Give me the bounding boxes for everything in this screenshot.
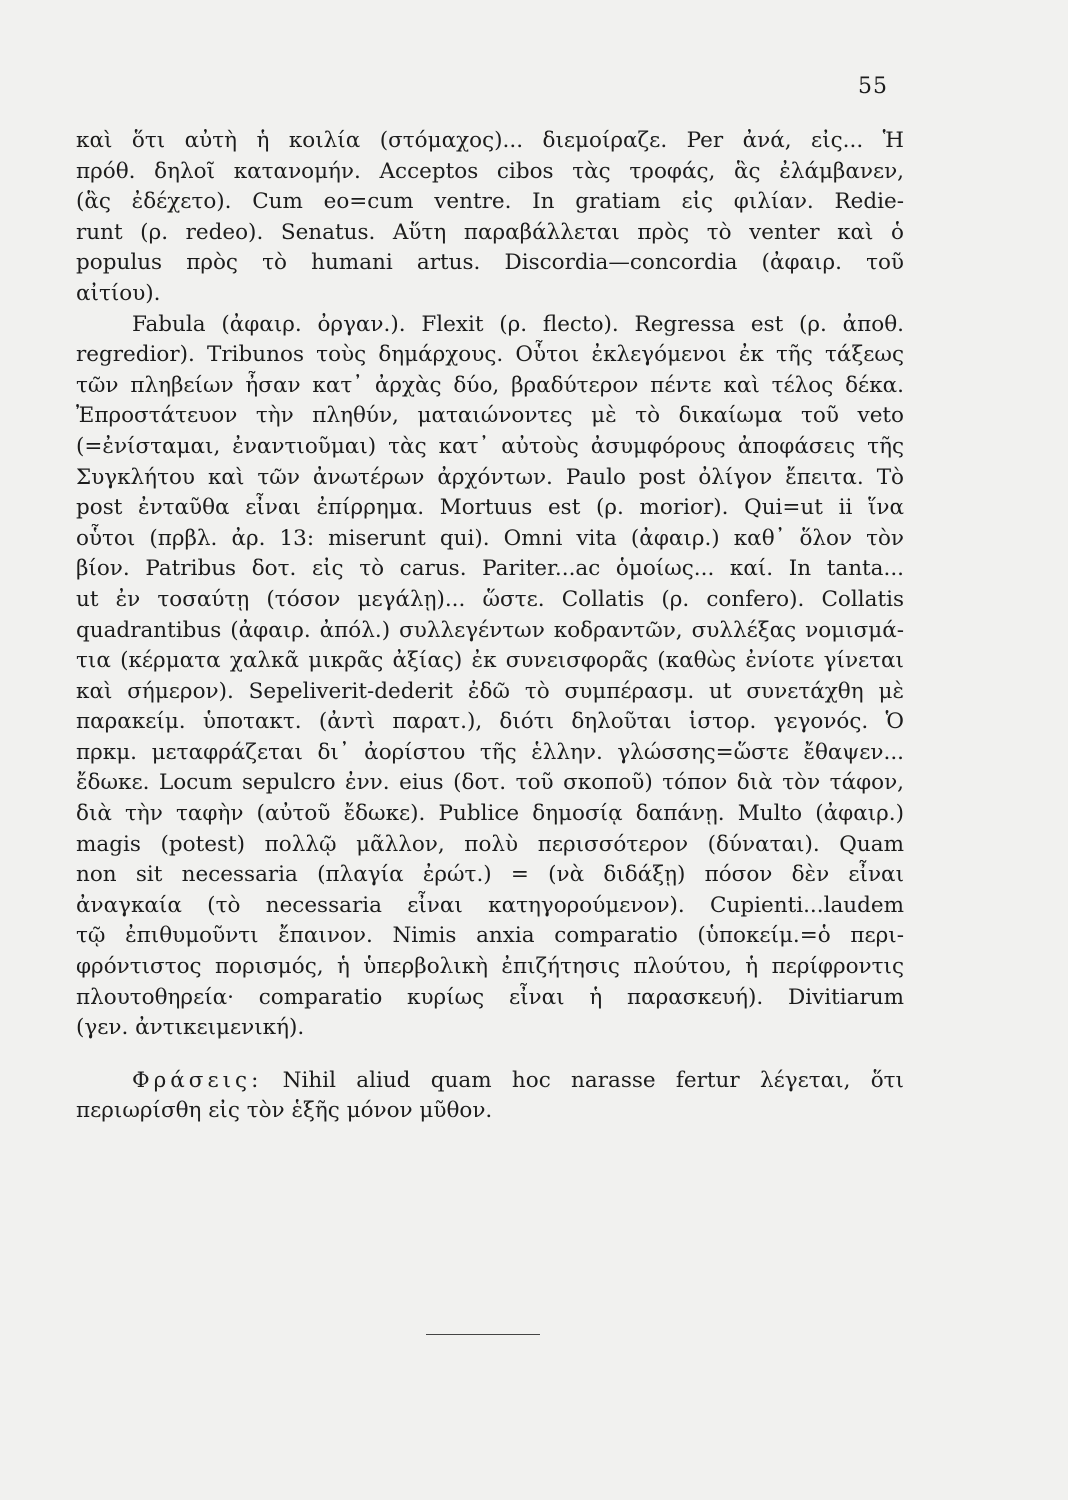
text-line: quadrantibus (ἀφαιρ. ἀπόλ.) συλλεγέντων κοδραντῶν, συλλέξας νομισμά-	[76, 617, 904, 643]
text-line: runt (ρ. redeo). Senatus. Αὕτη παραβάλλεται πρὸς τὸ venter καὶ ὁ	[76, 219, 904, 245]
footer-rule	[426, 1334, 540, 1335]
text-line: αἰτίου).	[76, 280, 161, 306]
text-line: πρκμ. μεταφράζεται δι᾽ ἀορίστου τῆς ἑλλην. γλώσσης=ὥστε ἔθαψεν...	[76, 739, 904, 765]
text-line: (=ἐνίσταμαι, ἐναντιοῦμαι) τὰς κατ᾽ αὐτοὺς ἀσυμφόρους ἀποφάσεις τῆς	[76, 433, 904, 459]
phrases-text: Nihil aliud quam hoc narasse fertur λέγεται, ὅτι	[282, 1067, 904, 1093]
text-line: καὶ σήμερον). Sepeliverit-dederit ἐδῶ τὸ συμπέρασμ. ut συνετάχθη μὲ	[76, 678, 904, 704]
text-line: πλουτοθηρεία· comparatio κυρίως εἶναι ἡ παρασκευή). Divitiarum	[76, 984, 904, 1010]
text-line: πρόθ. δηλοῖ κατανομήν. Acceptos cibos τὰς τροφάς, ἃς ἐλάμβανεν,	[76, 158, 904, 184]
text-line: φρόντιστος πορισμός, ἡ ὑπερβολικὴ ἐπιζήτησις πλούτου, ἡ περίφροντις	[76, 954, 904, 980]
text-line: τια (κέρματα χαλκᾶ μικρᾶς ἀξίας) ἐκ συνεισφορᾶς (καθὼς ἐνίοτε γίνεται	[76, 648, 904, 674]
phrases-line	[76, 1066, 904, 1097]
phrases-label: Φράσεις:	[132, 1067, 263, 1093]
phrases-line: περιωρίσθη εἰς τὸν ἑξῆς μόνον μῦθον.	[76, 1098, 493, 1124]
commentary-text	[76, 126, 904, 1127]
text-line: post ἐνταῦθα εἶναι ἐπίρρημα. Mortuus est (ρ. morior). Qui=ut ii ἵνα	[76, 495, 904, 521]
text-line: populus πρὸς τὸ humani artus. Discordia—concordia (ἀφαιρ. τοῦ	[76, 250, 904, 276]
page-number: 55	[858, 74, 888, 99]
text-line: Ἐπροστάτευον τὴν πληθύν, ματαιώνοντες μὲ τὸ δικαίωμα τοῦ veto	[76, 403, 904, 429]
text-line: magis (potest) πολλῷ μᾶλλον, πολὺ περισσότερον (δύναται). Quam	[76, 831, 904, 857]
text-line: Συγκλήτου καὶ τῶν ἀνωτέρων ἀρχόντων. Paulo post ὀλίγον ἔπειτα. Τὸ	[76, 464, 904, 490]
text-line: ut ἐν τοσαύτῃ (τόσον μεγάλῃ)... ὥστε. Collatis (ρ. confero). Collatis	[76, 586, 904, 612]
text-line: ἀναγκαία (τὸ necessaria εἶναι κατηγορούμενον). Cupienti...laudem	[76, 892, 904, 918]
text-line: καὶ ὅτι αὐτὴ ἡ κοιλία (στόμαχος)... διεμοίραζε. Per ἀνά, εἰς... Ἡ	[76, 128, 904, 153]
text-line: διὰ τὴν ταφὴν (αὐτοῦ ἔδωκε). Publice δημοσίᾳ δαπάνῃ. Multo (ἀφαιρ.)	[76, 801, 904, 827]
text-line: οὗτοι (πρβλ. ἀρ. 13: miserunt qui). Omni vita (ἀφαιρ.) καθ᾽ ὅλον τὸν	[76, 525, 904, 551]
text-line: Fabula (ἀφαιρ. ὀργαν.). Flexit (ρ. flecto). Regressa est (ρ. ἀποθ.	[132, 311, 904, 337]
text-line: regredior). Tribunos τοὺς δημάρχους. Οὗτοι ἐκλεγόμενοι ἐκ τῆς τάξεως	[76, 342, 904, 368]
text-line: βίον. Patribus δοτ. εἰς τὸ carus. Pariter...ac ὁμοίως... καί. In tanta...	[76, 556, 904, 582]
text-line: τῶν πληβείων ἦσαν κατ᾽ ἀρχὰς δύο, βραδύτερον πέντε καὶ τέλος δέκα.	[76, 372, 904, 398]
text-line: (γεν. ἀντικειμενική).	[76, 1015, 305, 1041]
text-line: (ἃς ἐδέχετο). Cum eo=cum ventre. In gratiam εἰς φιλίαν. Redie-	[76, 189, 904, 215]
text-line: τῷ ἐπιθυμοῦντι ἔπαινον. Nimis anxia comparatio (ὑποκείμ.=ὁ περι-	[76, 923, 904, 949]
text-line: παρακείμ. ὑποτακτ. (ἀντὶ παρατ.), διότι δηλοῦται ἱστορ. γεγονός. Ὁ	[76, 709, 904, 735]
text-line: ἔδωκε. Locum sepulcro ἐνν. eius (δοτ. τοῦ σκοποῦ) τόπον διὰ τὸν τάφον,	[76, 770, 904, 796]
paragraph-gap	[76, 1044, 904, 1066]
text-line: non sit necessaria (πλαγία ἐρώτ.) = (νὰ διδάξῃ) πόσον δὲν εἶναι	[76, 862, 904, 888]
